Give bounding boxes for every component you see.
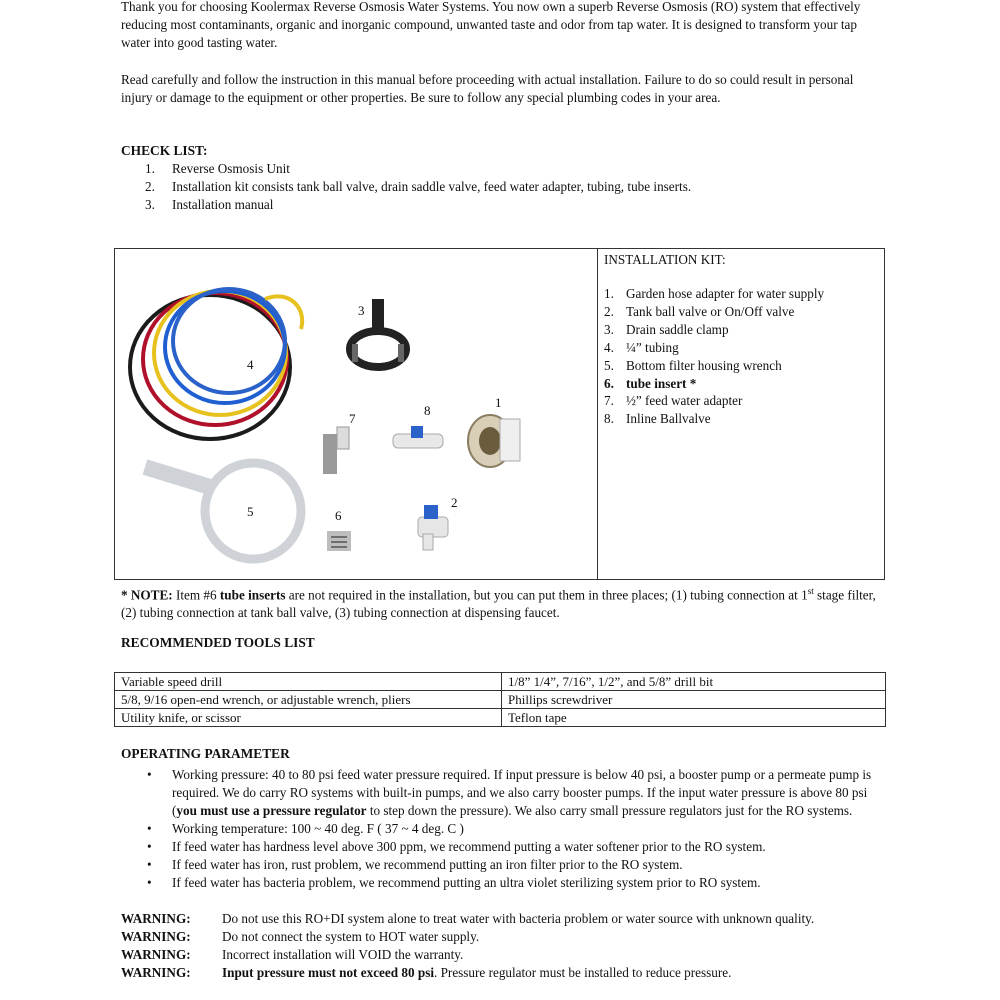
table-row: [115, 691, 886, 709]
list-item: 4. ¼” tubing: [604, 339, 679, 355]
tube-insert-image: [327, 531, 351, 551]
list-item: 3. Installation manual: [145, 197, 274, 212]
table-cell: Teflon tape: [502, 709, 886, 727]
tank-ballvalve-image: [418, 505, 448, 550]
list-item: 1. Garden hose adapter for water supply: [604, 286, 825, 301]
installation-kit-list: [604, 285, 882, 428]
list-item: 5. Bottom filter housing wrench: [604, 357, 782, 373]
kit-parts-illustration: [115, 249, 597, 579]
list-item: 2. Tank ball valve or On/Off valve: [604, 303, 795, 319]
installation-kit-title: INSTALLATION KIT:: [604, 252, 726, 267]
installation-kit-box: [114, 248, 885, 580]
installation-kit-photo: [115, 249, 598, 579]
list-item: • If feed water has bacteria problem, we recommend putting an ultra violet sterilizing system prior to RO system.: [145, 874, 890, 892]
housing-wrench-image: [145, 463, 301, 559]
list-item: 3. Drain saddle clamp: [604, 321, 729, 337]
warning-text: Do not use this RO+DI system alone to treat water with bacteria problem or water source with unknown quality.: [222, 911, 815, 926]
photo-label-2: 2: [451, 495, 458, 510]
hose-adapter-image: [468, 415, 520, 467]
table-cell: 5/8, 9/16 open-end wrench, or adjustable wrench, pliers: [115, 691, 502, 709]
tube-insert-note: * NOTE: Item #6 tube inserts are not required in the installation, but you can put them in three places; (1) tubing connection at 1st stage filter, (2) tubing connection at tank ball valve, (3) tubing connection at dispensing faucet.: [121, 586, 876, 621]
list-item: • If feed water has hardness level above 300 ppm, we recommend putting a water softener prior to the RO system.: [145, 838, 890, 856]
check-list: [145, 160, 691, 214]
list-item: • Working temperature: 100 ~ 40 deg. F ( 37 ~ 4 deg. C ): [145, 820, 890, 838]
inline-ballvalve-image: [393, 426, 443, 448]
tools-heading: RECOMMENDED TOOLS LIST: [121, 635, 315, 650]
warning-label: WARNING:: [121, 929, 191, 944]
list-item: 7. ½” feed water adapter: [604, 393, 743, 409]
check-list-heading: CHECK LIST:: [121, 143, 208, 158]
table-cell: Utility knife, or scissor: [115, 709, 502, 727]
warning-row: [121, 910, 891, 928]
list-item: • Working pressure: 40 to 80 psi feed water pressure required. If input pressure is below 40 psi, a booster pump or a permeate pump is required. We do carry RO systems with built-in pumps, and we also carry booster pumps. If the input water pressure is above 80 psi (you must use a pressure regulator to step down the pressure). We also carry small pressure regulators just for the RO systems.: [145, 766, 890, 820]
table-cell: Variable speed drill: [115, 673, 502, 691]
warnings-section: [121, 910, 891, 982]
warning-row: [121, 964, 891, 982]
list-item: 6. tube insert *: [604, 375, 697, 391]
installation-kit-list-panel: [604, 251, 882, 428]
feed-adapter-image: [323, 427, 349, 474]
list-item: • If feed water has iron, rust problem, we recommend putting an iron filter prior to the RO system.: [145, 856, 890, 874]
list-item: 2. Installation kit consists tank ball valve, drain saddle valve, feed water adapter, tubing, tube inserts.: [145, 179, 692, 194]
table-cell: Phillips screwdriver: [502, 691, 886, 709]
photo-label-6: 6: [335, 508, 342, 523]
operating-parameter-list: [145, 766, 890, 892]
warning-label: WARNING:: [121, 947, 191, 962]
table-row: [115, 673, 886, 691]
warning-text: Incorrect installation will VOID the warranty.: [222, 947, 464, 962]
table-row: [115, 709, 886, 727]
table-cell: 1/8” 1/4”, 7/16”, 1/2”, and 5/8” drill bit: [502, 673, 886, 691]
photo-label-1: 1: [495, 395, 502, 410]
warning-text: Input pressure must not exceed 80 psi. Pressure regulator must be installed to reduce pressure.: [222, 965, 732, 980]
tools-table: [114, 672, 886, 727]
photo-label-3: 3: [358, 303, 365, 318]
list-item: 1. Reverse Osmosis Unit: [145, 161, 290, 176]
warning-row: [121, 928, 891, 946]
photo-label-8: 8: [424, 403, 431, 418]
warning-row: [121, 946, 891, 964]
tubing-coil-image: [130, 289, 302, 439]
list-item: 8. Inline Ballvalve: [604, 411, 711, 427]
intro-paragraph-1: Thank you for choosing Koolermax Reverse Osmosis Water Systems. You now own a superb Reverse Osmosis (RO) system that effectively reducing most contaminants, organic and inorganic compound, unwanted taste and odor from tap water. It is designed to transform your tap water into good tasting water.: [121, 0, 861, 50]
photo-label-5: 5: [247, 504, 254, 519]
operating-heading: OPERATING PARAMETER: [121, 746, 290, 761]
photo-label-4: 4: [247, 357, 254, 372]
warning-label: WARNING:: [121, 965, 191, 980]
warning-label: WARNING:: [121, 911, 191, 926]
intro-paragraph-2: Read carefully and follow the instruction in this manual before proceeding with actual installation. Failure to do so could result in personal injury or damage to the equipment or other properties. Be sure to follow any special plumbing codes in your area.: [121, 72, 854, 105]
photo-label-7: 7: [349, 411, 356, 426]
warning-text: Do not connect the system to HOT water supply.: [222, 929, 480, 944]
